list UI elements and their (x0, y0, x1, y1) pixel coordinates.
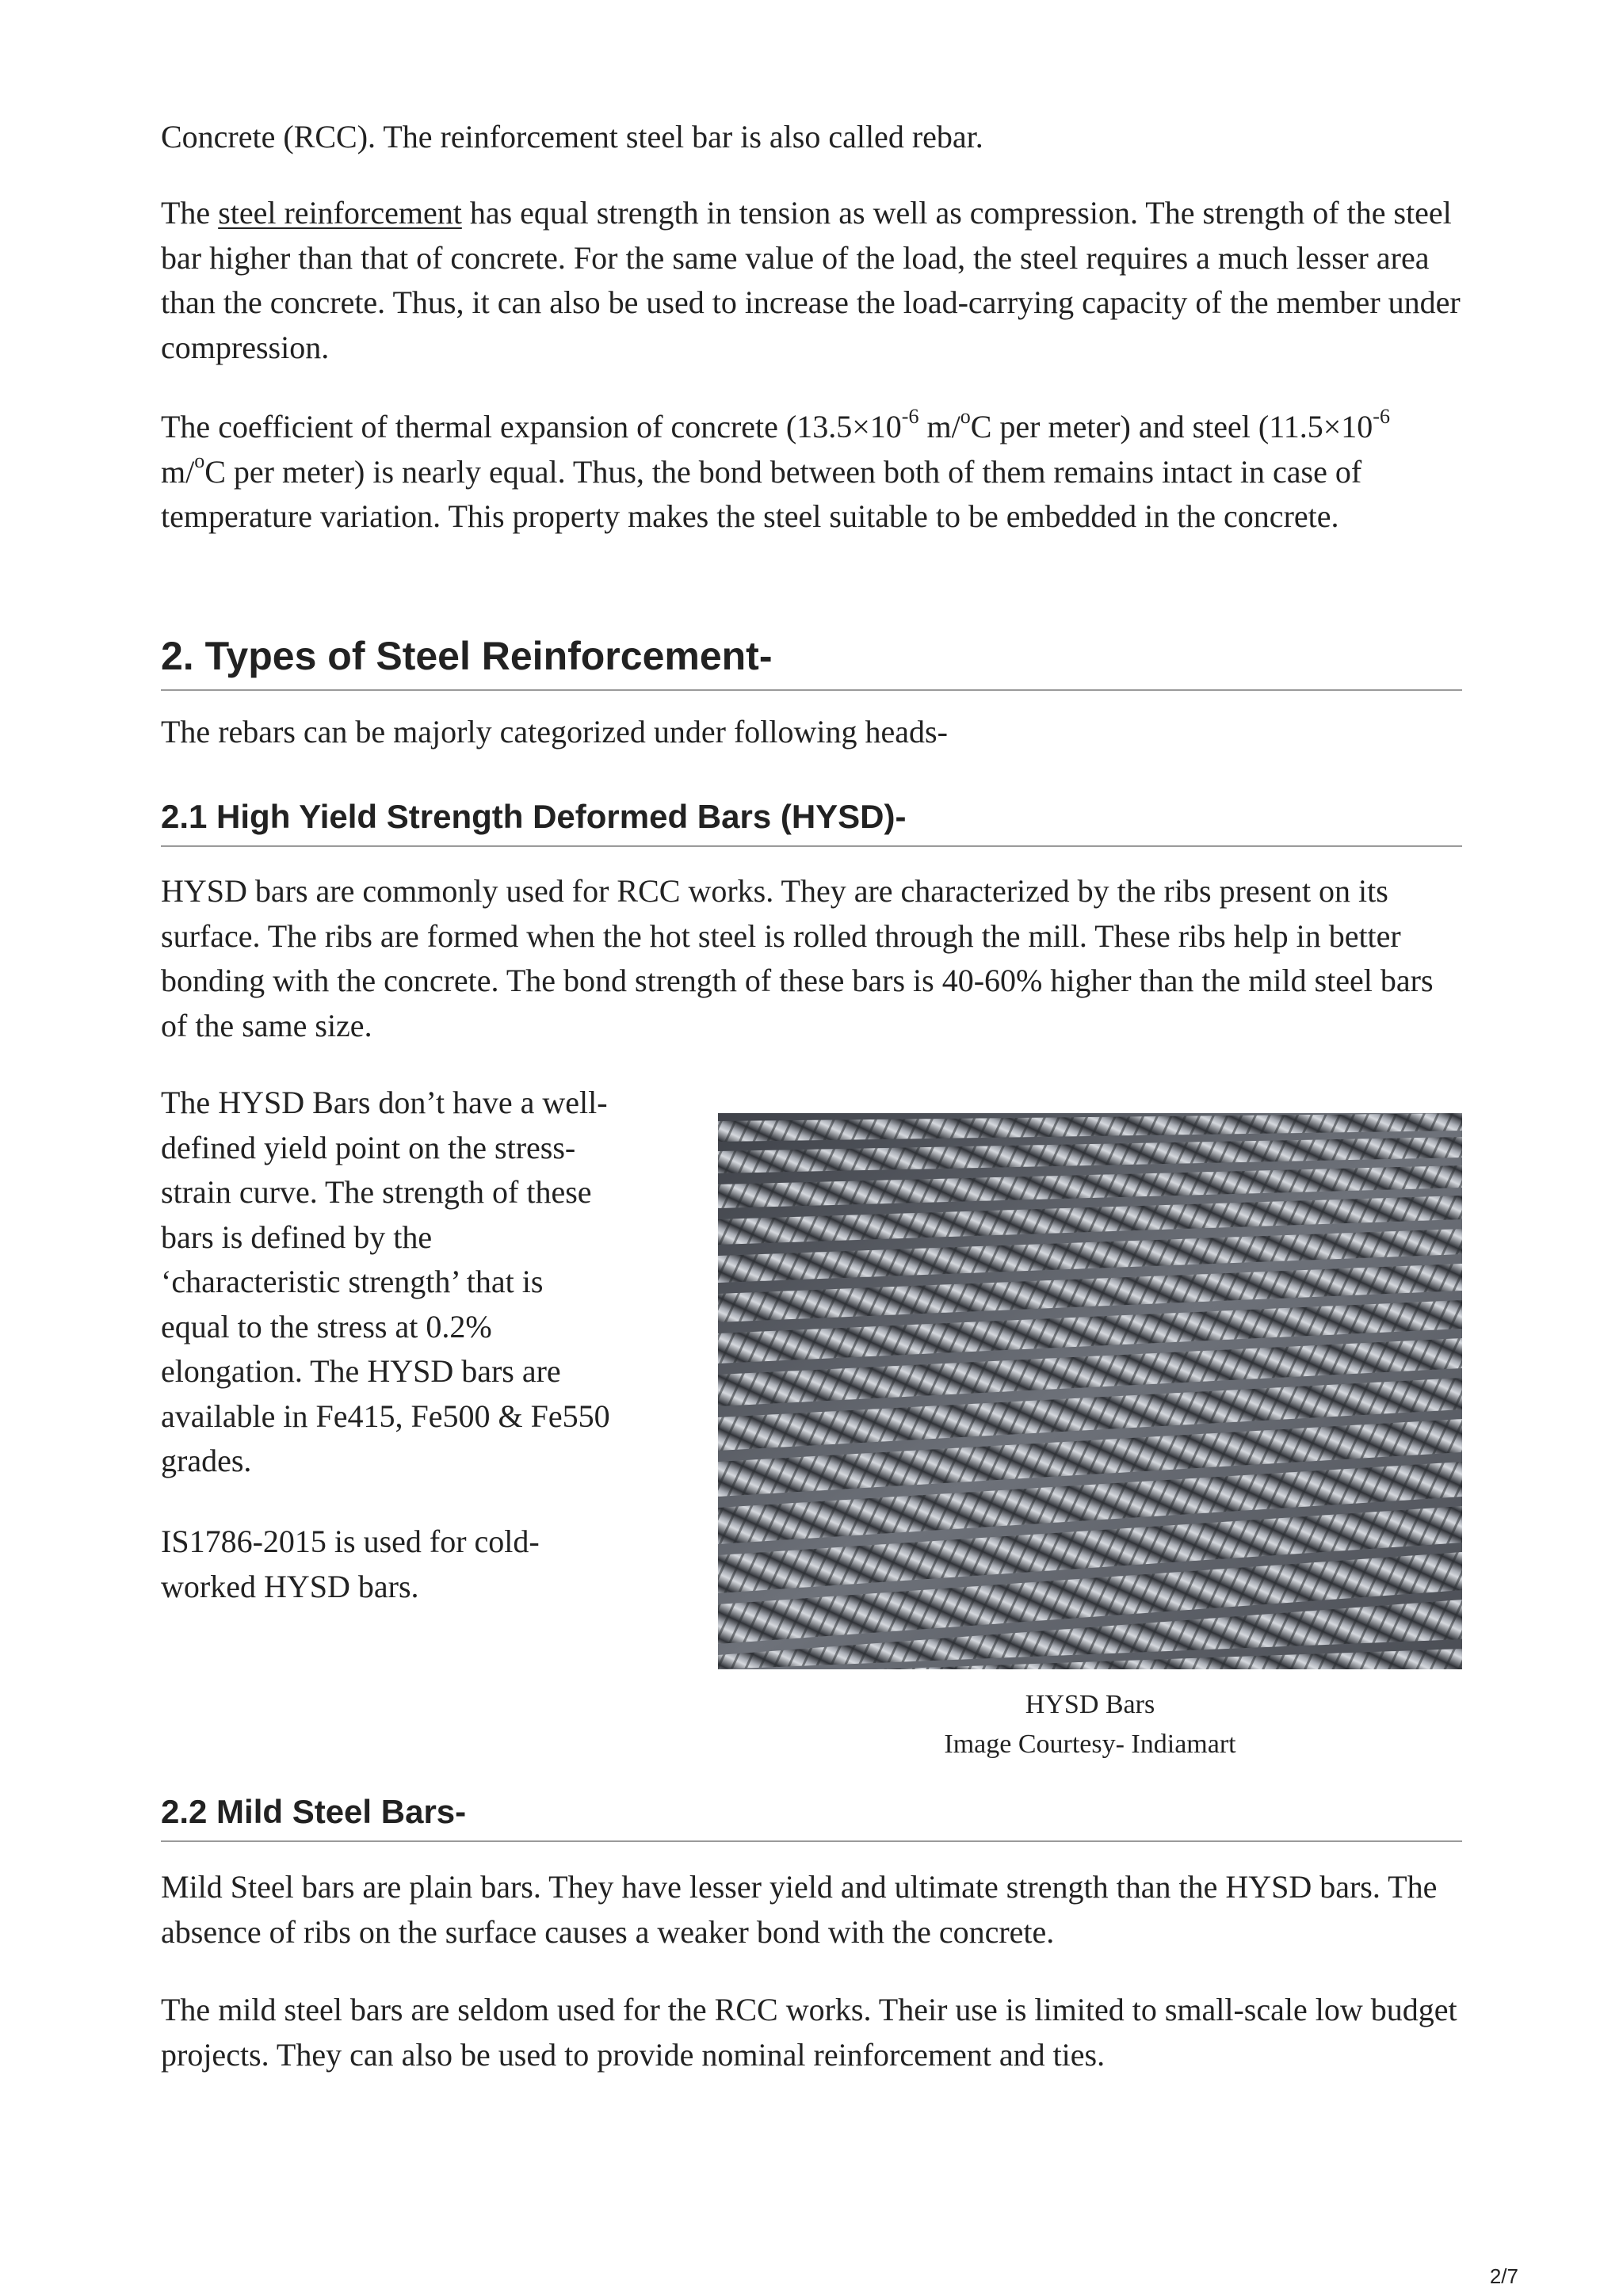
text-line: available in Fe415, Fe500 & Fe550 (161, 1398, 610, 1434)
text-line: ‘characteristic strength’ that is (161, 1264, 544, 1299)
text-line: The HYSD Bars don’t have a well- (161, 1085, 608, 1120)
is-code-paragraph (161, 1520, 684, 1609)
exponent-2: -6 (1373, 404, 1390, 428)
mild-steel-paragraph-2: The mild steel bars are seldom used for the RCC works. Their use is limited to small-scale low budget projects. They can also be used to provide nominal reinforcement and ties. (161, 1992, 1457, 2073)
text-line: elongation. The HYSD bars are (161, 1353, 561, 1389)
caption-credit: Image Courtesy- Indiamart (944, 1730, 1236, 1759)
figure-caption (718, 1685, 1462, 1764)
thermal-text-1: The coefficient of thermal expansion of concrete (13.5×10 (161, 409, 902, 444)
text-line: bars is defined by the (161, 1219, 433, 1255)
section-2-intro: The rebars can be majorly categorized under following heads- (161, 714, 948, 749)
section-2-1-heading: 2.1 High Yield Strength Deformed Bars (HYSD)- (161, 796, 1462, 847)
caption-title: HYSD Bars (1025, 1690, 1155, 1719)
strength-text-start: The (161, 195, 219, 231)
degree-1: o (960, 404, 971, 428)
text-line: IS1786-2015 is used for cold- (161, 1524, 540, 1559)
section-2-heading: 2. Types of Steel Reinforcement- (161, 632, 1462, 691)
thermal-expansion-paragraph (161, 405, 1462, 540)
strength-text-rest: has equal strength in tension as well as compression. The strength of the steel bar higher than that of concrete. For the same value of the load, the steel requires a much lesser area than the concrete. Thus, it can also be used to increase the load-carrying capacity of the member under compression. (161, 195, 1461, 365)
text-line: worked HYSD bars. (161, 1568, 419, 1604)
hysd-bars-figure (718, 1113, 1462, 1764)
steel-reinforcement-link[interactable]: steel reinforcement (218, 195, 462, 231)
mild-steel-paragraph-1: Mild Steel bars are plain bars. They have lesser yield and ultimate strength than the HYSD bars. The absence of ribs on the surface causes a weaker bond with the concrete. (161, 1869, 1438, 1950)
exponent-1: -6 (901, 404, 919, 428)
thermal-text-2: m/ (918, 409, 960, 444)
page-number: 2/7 (1489, 2264, 1518, 2288)
text-line: equal to the stress at 0.2% (161, 1308, 492, 1344)
text-line: defined yield point on the stress- (161, 1129, 576, 1165)
intro-tail-paragraph: Concrete (RCC). The reinforcement steel bar is also called rebar. (161, 119, 983, 154)
hysd-yield-paragraph (161, 1081, 684, 1484)
degree-2: o (194, 449, 205, 473)
text-line: grades. (161, 1443, 252, 1478)
thermal-text-5: C per meter) is nearly equal. Thus, the bond between both of them remains intact in case of temperature variation. This property makes the steel suitable to be embedded in the concrete. (161, 453, 1362, 534)
text-line: strain curve. The strength of these (161, 1174, 592, 1210)
steel-strength-paragraph (161, 191, 1462, 370)
thermal-text-3: C per meter) and steel (11.5×10 (970, 409, 1373, 444)
thermal-text-4: m/ (161, 453, 195, 490)
rebar-bundle-image (718, 1113, 1462, 1669)
hysd-description-paragraph: HYSD bars are commonly used for RCC works. They are characterized by the ribs present on its surface. The ribs are formed when the hot steel is rolled through the mill. These ribs help in better bonding with the concrete. The bond strength of these bars is 40-60% higher than the mild steel bars of the same size. (161, 873, 1434, 1043)
section-2-2-heading: 2.2 Mild Steel Bars- (161, 1791, 1462, 1842)
